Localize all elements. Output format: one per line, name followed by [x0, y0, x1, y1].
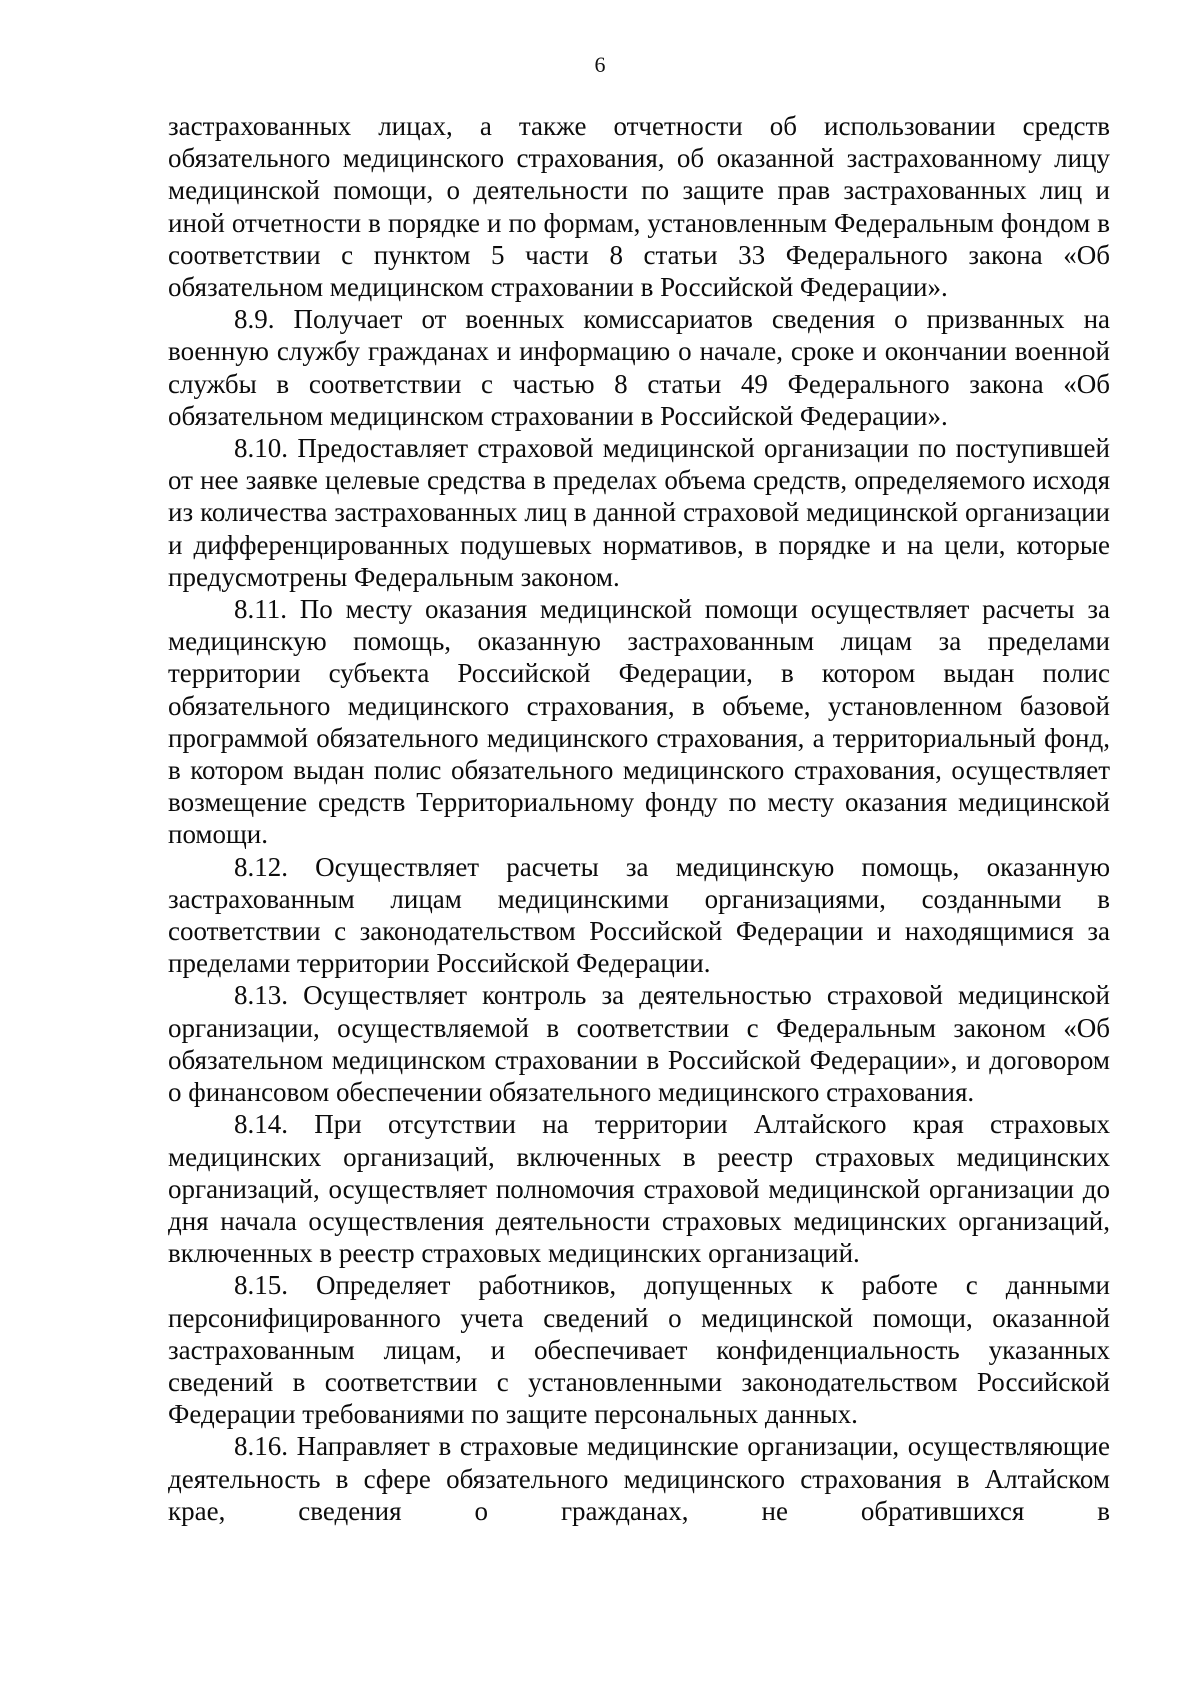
- page-number: 6: [594, 52, 606, 77]
- paragraph-8-12: 8.12. Осуществляет расчеты за медицинскую помощь, оказанную застрахованным лицам медицинскими организациями, созданными в соответствии с законодательством Российской Федерации и находящимися за пределами территории Российской Федерации.: [168, 851, 1110, 979]
- paragraph-8-13: 8.13. Осуществляет контроль за деятельностью страховой медицинской организации, осуществляемой в соответствии с Федеральным законом «Об обязательном медицинском страховании в Российской Федерации», и договором о финансовом обеспечении обязательного медицинского страхования.: [168, 980, 1110, 1108]
- paragraph-8-16: 8.16. Направляет в страховые медицинские организации, осуществляющие деятельность в сфере обязательного медицинского страхования в Алтайском крае, сведения о гражданах, не обратившихся в: [168, 1431, 1110, 1526]
- paragraph-8-15: 8.15. Определяет работников, допущенных к работе с данными персонифицированного учета сведений о медицинской помощи, оказанной застрахованным лицам, и обеспечивает конфиденциальность указанных сведений в соответствии с установленными законодательством Российской Федерации требованиями по защите персональных данных.: [168, 1270, 1110, 1430]
- paragraph-8-10: 8.10. Предоставляет страховой медицинской организации по поступившей от нее заявке целевые средства в пределах объема средств, определяемого исходя из количества застрахованных лиц в данной страховой медицинской организации и дифференцированных подушевых нормативов, в порядке и на цели, которые предусмотрены Федеральным законом.: [168, 433, 1110, 592]
- paragraph-8-11: 8.11. По месту оказания медицинской помощи осуществляет расчеты за медицинскую помощь, оказанную застрахованным лицам за пределами территории субъекта Российской Федерации, в котором выдан полис обязательного медицинского страхования, в объеме, установленном базовой программой обязательного медицинского страхования, а территориальный фонд, в котором выдан полис обязательного медицинского страхования, осуществляет возмещение средств Территориальному фонду по месту оказания медицинской помощи.: [168, 594, 1110, 850]
- paragraph-8-9: 8.9. Получает от военных комиссариатов сведения о призванных на военную службу гражданах и информацию о начале, сроке и окончании военной службы в соответствии с частью 8 статьи 49 Федерального закона «Об обязательном медицинском страховании в Российской Федерации».: [168, 304, 1110, 431]
- paragraph-continuation: застрахованных лицах, а также отчетности об использовании средств обязательного медицинского страхования, об оказанной застрахованному лицу медицинской помощи, о деятельности по защите прав застрахованных лиц и иной отчетности в порядке и по формам, установленным Федеральным фондом в соответствии с пунктом 5 части 8 статьи 33 Федерального закона «Об обязательном медицинском страховании в Российской Федерации».: [168, 111, 1110, 303]
- paragraph-8-14: 8.14. При отсутствии на территории Алтайского края страховых медицинских организаций, включенных в реестр страховых медицинских организаций, осуществляет полномочия страховой медицинской организации до дня начала осуществления деятельности страховых медицинских организаций, включенных в реестр страховых медицинских организаций.: [168, 1109, 1110, 1269]
- document-body: [168, 110, 1110, 1527]
